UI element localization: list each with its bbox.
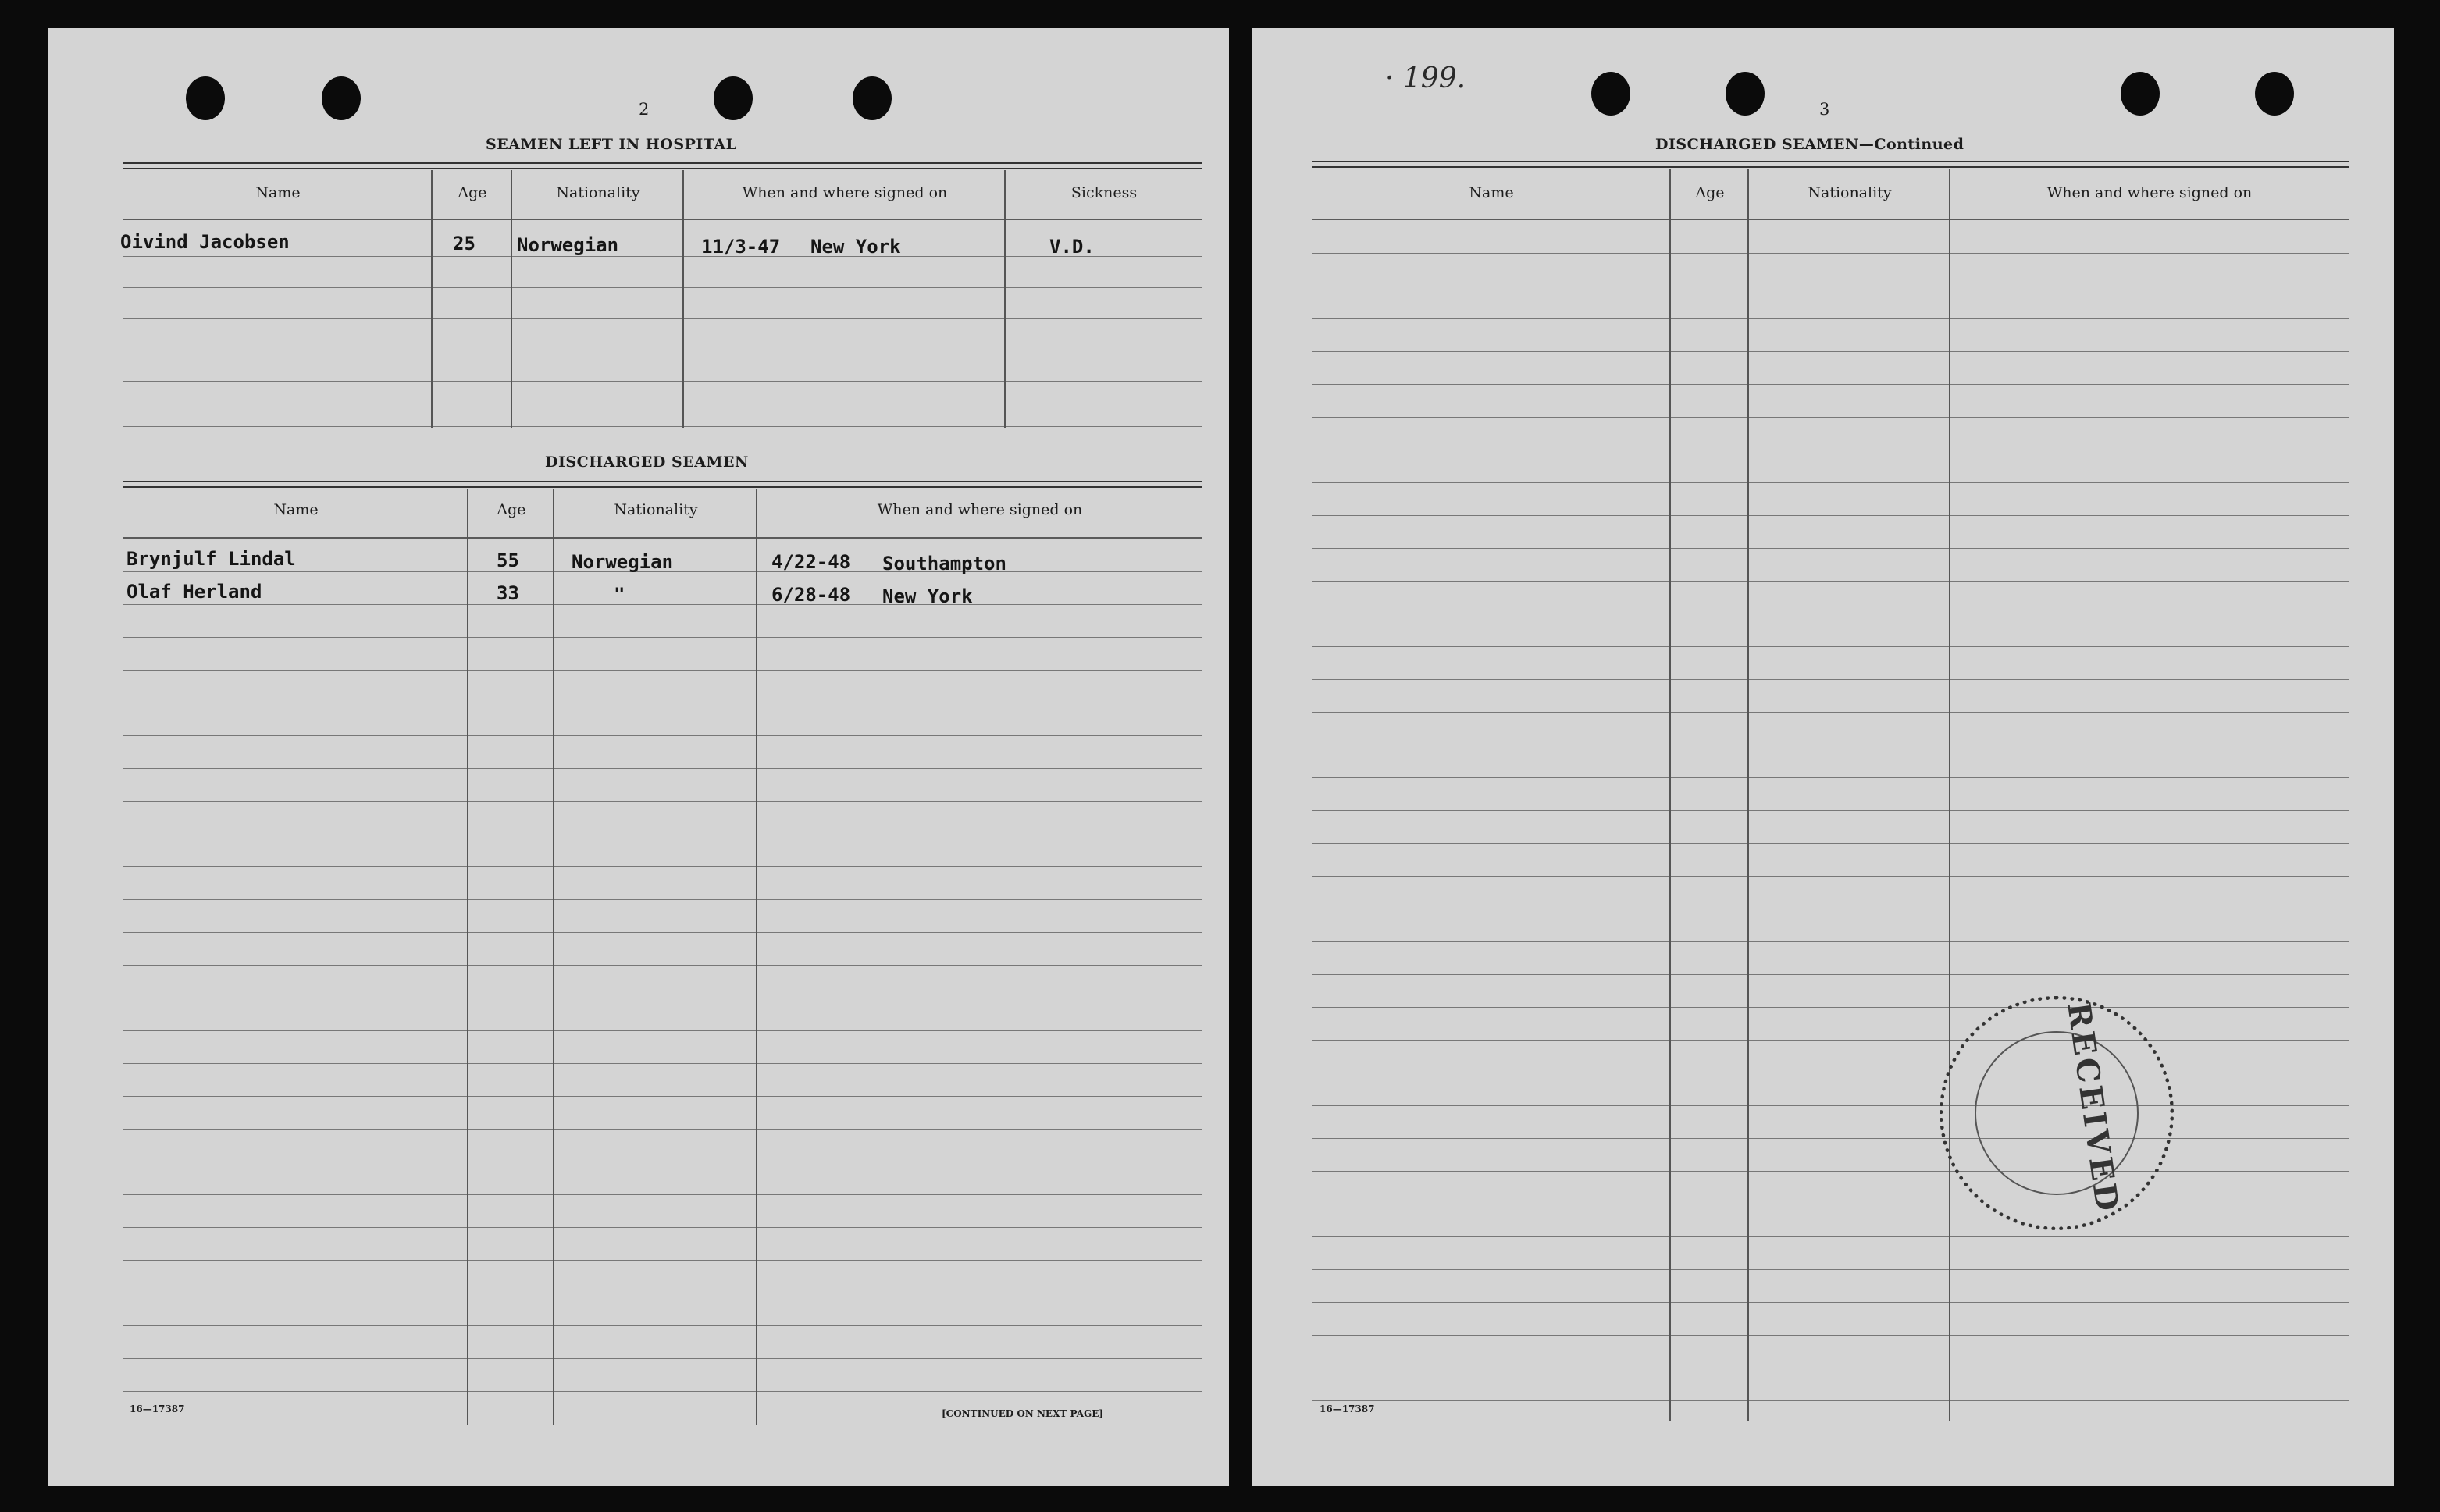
ruled-line [1312, 581, 2349, 582]
hospital-section-title: SEAMEN LEFT IN HOSPITAL [486, 136, 737, 153]
header-age: Age [1695, 184, 1725, 201]
stamp-text: RECEIVED [2060, 1000, 2126, 1216]
header-nationality: Nationality [614, 501, 698, 518]
table-rule [123, 162, 1202, 169]
ruled-line [1312, 1400, 2349, 1401]
ruled-line [1312, 318, 2349, 319]
header-age: Age [497, 501, 526, 518]
punch-hole [1591, 72, 1630, 116]
discharged-row-date: 4/22-48 [771, 551, 851, 573]
punch-hole [322, 76, 361, 120]
discharged-row-place: Southampton [882, 553, 1006, 575]
ruled-line [1312, 515, 2349, 516]
ruled-line [123, 1194, 1202, 1195]
header-sickness: Sickness [1070, 184, 1138, 201]
header-name: Name [1469, 184, 1514, 201]
ruled-line [1312, 777, 2349, 778]
header-signed-on: When and where signed on [877, 501, 1083, 518]
discharged-row-date: 6/28-48 [771, 584, 851, 606]
ruled-line [1312, 1105, 2349, 1106]
hospital-row-sickness: V.D. [1049, 236, 1095, 258]
ruled-line [123, 735, 1202, 736]
ruled-line [1312, 974, 2349, 975]
discharged-row-nationality: Norwegian [572, 551, 674, 573]
ruled-line [1312, 1138, 2349, 1139]
hospital-row-name: Oivind Jacobsen [120, 231, 290, 253]
ruled-line [1312, 482, 2349, 483]
handwritten-number: · 199. [1385, 62, 1466, 94]
header-signed-on: When and where signed on [2046, 184, 2253, 201]
hospital-row-age: 25 [453, 233, 476, 254]
ruled-line [1312, 712, 2349, 713]
header-age: Age [458, 184, 487, 201]
ruled-line [1312, 941, 2349, 942]
ruled-line [1312, 351, 2349, 352]
ruled-line [123, 1325, 1202, 1326]
header-name: Name [255, 184, 301, 201]
ruled-line [1312, 810, 2349, 811]
received-stamp [1940, 996, 2174, 1230]
punch-hole [186, 76, 225, 120]
ruled-line [1312, 548, 2349, 549]
ruled-line [1312, 253, 2349, 254]
ruled-line [1312, 876, 2349, 877]
ruled-line [123, 1129, 1202, 1130]
form-number: 16—17387 [130, 1403, 185, 1414]
discharged-row-age: 33 [497, 582, 519, 604]
ruled-line [1312, 417, 2349, 418]
discharged-row-nationality: " [614, 584, 625, 606]
ruled-line [123, 1227, 1202, 1228]
ruled-line [1312, 1171, 2349, 1172]
page-number: 3 [1819, 100, 1830, 119]
discharged-row-place: New York [882, 585, 973, 607]
table-rule [123, 481, 1202, 488]
ruled-line [123, 1063, 1202, 1064]
discharged-row-age: 55 [497, 550, 519, 571]
table-rule [123, 537, 1202, 539]
header-signed-on: When and where signed on [742, 184, 948, 201]
punch-hole [2255, 72, 2294, 116]
ruled-line [123, 768, 1202, 769]
right-page [1252, 28, 2394, 1486]
hospital-row-place: New York [810, 236, 901, 258]
discharged-section-title: DISCHARGED SEAMEN [545, 454, 749, 471]
ruled-line [1312, 679, 2349, 680]
ruled-line [123, 932, 1202, 933]
form-number: 16—17387 [1320, 1403, 1375, 1414]
ruled-line [1312, 1269, 2349, 1270]
table-rule [123, 219, 1202, 220]
table-rule [1312, 219, 2349, 220]
ruled-line [123, 1391, 1202, 1392]
punch-hole [2121, 72, 2160, 116]
ruled-line [123, 604, 1202, 605]
hospital-row-nationality: Norwegian [517, 234, 619, 256]
punch-hole [1726, 72, 1765, 116]
header-name: Name [273, 501, 319, 518]
header-nationality: Nationality [556, 184, 640, 201]
ruled-line [123, 965, 1202, 966]
ruled-line [1312, 1335, 2349, 1336]
discharged-continued-title: DISCHARGED SEAMEN—Continued [1655, 136, 1964, 153]
table-rule [1312, 161, 2349, 168]
ruled-line [1312, 843, 2349, 844]
ruled-line [1312, 1236, 2349, 1237]
ruled-line [123, 1358, 1202, 1359]
ruled-line [123, 1030, 1202, 1031]
header-nationality: Nationality [1808, 184, 1892, 201]
ruled-line [1312, 384, 2349, 385]
continued-note: [CONTINUED ON NEXT PAGE] [942, 1408, 1104, 1419]
hospital-row-date: 11/3-47 [701, 236, 781, 258]
ruled-line [123, 899, 1202, 900]
ruled-line [123, 637, 1202, 638]
punch-hole [714, 76, 753, 120]
left-page [48, 28, 1229, 1486]
punch-hole [853, 76, 892, 120]
ruled-line [123, 1260, 1202, 1261]
discharged-row-name: Olaf Herland [126, 581, 262, 603]
page-number: 2 [639, 100, 650, 119]
ruled-line [1312, 646, 2349, 647]
ruled-line [123, 670, 1202, 671]
ruled-line [1312, 1007, 2349, 1008]
ruled-line [123, 801, 1202, 802]
discharged-row-name: Brynjulf Lindal [126, 548, 296, 570]
ruled-line [123, 866, 1202, 867]
ruled-line [1312, 1040, 2349, 1041]
ruled-line [1312, 1302, 2349, 1303]
ruled-line [123, 1096, 1202, 1097]
